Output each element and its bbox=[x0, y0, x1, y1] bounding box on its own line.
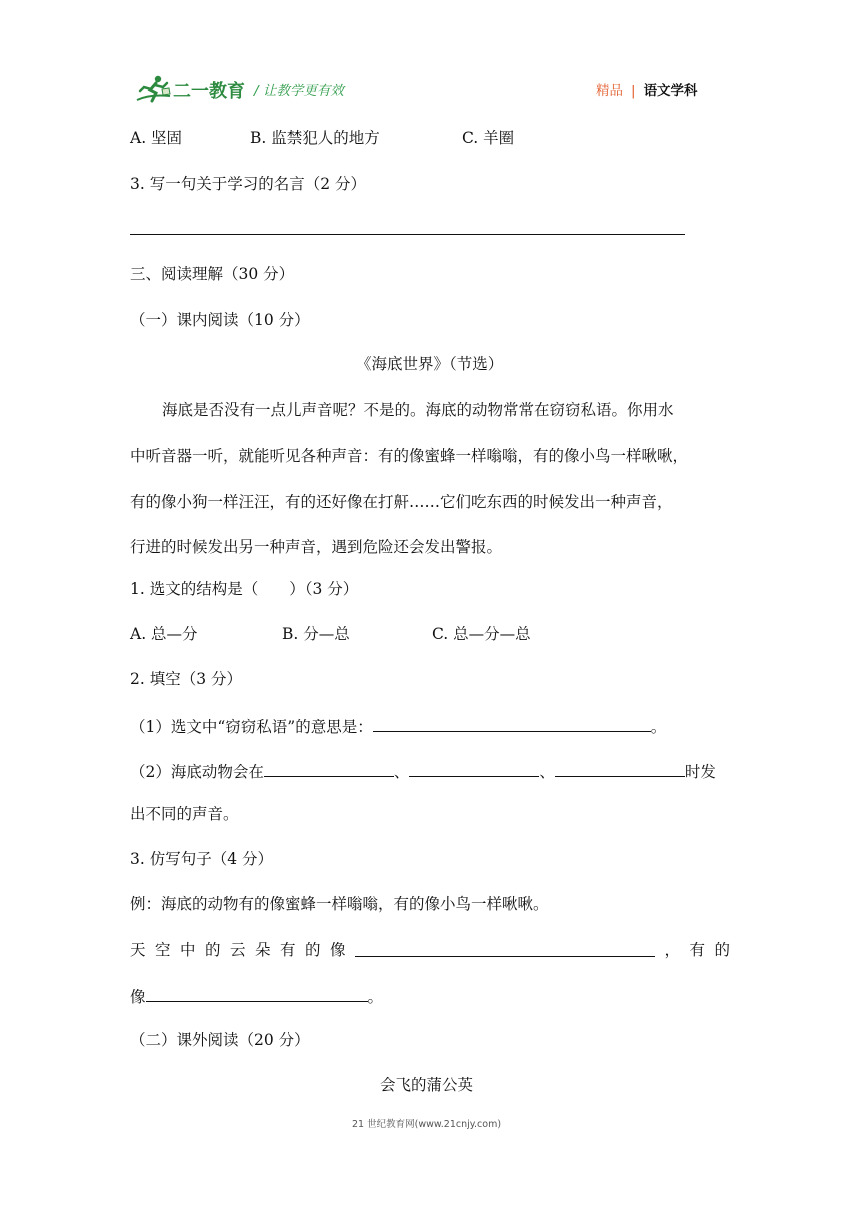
q1-option-a: A. 总—分 bbox=[130, 625, 198, 643]
q2-1-blank[interactable] bbox=[373, 715, 651, 732]
q2-2-row bbox=[130, 760, 716, 782]
passage-title: 《海底世界》（节选） bbox=[356, 355, 504, 373]
q3-char: 的 bbox=[205, 941, 221, 959]
q2-2-sep-1: 、 bbox=[393, 763, 410, 781]
q3-char: 空 bbox=[155, 941, 171, 959]
q3-char: 云 bbox=[230, 941, 246, 959]
option-c: C. 羊圈 bbox=[462, 129, 515, 147]
quality-label: 精品 bbox=[596, 83, 623, 99]
section-title-reading: 三、阅读理解（30 分） bbox=[130, 265, 295, 283]
q3-line-2-prefix: 像 bbox=[130, 988, 146, 1006]
q3-char: 有 bbox=[280, 941, 296, 959]
q3-blank-2[interactable] bbox=[146, 985, 368, 1002]
q3-line-2-end: 。 bbox=[367, 988, 384, 1006]
option-a: A. 坚固 bbox=[130, 129, 183, 147]
q2-2-sep-2: 、 bbox=[539, 763, 555, 781]
q3-char: 有 bbox=[689, 941, 705, 959]
q2-2-end: 时发 bbox=[684, 763, 716, 781]
q2-1-prompt: （1）选文中“窃窃私语”的意思是： bbox=[130, 718, 373, 736]
q2-2-blank-1[interactable] bbox=[264, 760, 394, 777]
q2-2-continuation: 出不同的声音。 bbox=[130, 805, 239, 823]
q3-char: 像 bbox=[330, 941, 346, 959]
passage-line-3: 有的像小狗一样汪汪，有的还好像在打鼾……它们吃东西的时候发出一种声音， bbox=[130, 493, 673, 511]
q1-option-c: C. 总—分—总 bbox=[432, 625, 531, 643]
header-separator: | bbox=[631, 83, 636, 99]
q3-char: 的 bbox=[305, 941, 321, 959]
q3-example: 例：海底的动物有的像蜜蜂一样嗡嗡，有的像小鸟一样啾啾。 bbox=[130, 895, 549, 913]
q2-2-blank-3[interactable] bbox=[555, 760, 685, 777]
q3-blank-1[interactable] bbox=[355, 940, 655, 957]
q1-option-b: B. 分—总 bbox=[282, 625, 350, 643]
q2-2-prompt: （2）海底动物会在 bbox=[130, 763, 264, 781]
question-2: 2. 填空（3 分） bbox=[130, 670, 243, 688]
logo-text: 二一教育 bbox=[173, 81, 245, 102]
q2-2-blank-2[interactable] bbox=[409, 760, 539, 777]
q3-char: ， bbox=[664, 941, 680, 959]
answer-line-motto[interactable] bbox=[130, 234, 685, 235]
runner-logo-icon bbox=[136, 74, 172, 104]
part2-title: 会飞的蒲公英 bbox=[380, 1076, 474, 1094]
question-motto: 3. 写一句关于学习的名言（2 分） bbox=[130, 175, 367, 193]
passage-line-2: 中听音器一听，就能听见各种声音：有的像蜜蜂一样嗡嗡，有的像小鸟一样啾啾， bbox=[130, 447, 689, 465]
q3-char: 中 bbox=[180, 941, 196, 959]
question-1: 1. 选文的结构是（ ）（3 分） bbox=[130, 580, 359, 598]
question-3: 3. 仿写句子（4 分） bbox=[130, 850, 274, 868]
q3-char: 天 bbox=[130, 941, 146, 959]
part1-heading: （一）课内阅读（10 分） bbox=[130, 311, 310, 329]
site-logo bbox=[136, 74, 376, 104]
q3-char: 的 bbox=[714, 941, 730, 959]
passage-line-1: 海底是否没有一点儿声音呢？不是的。海底的动物常常在窃窃私语。你用水 bbox=[162, 401, 674, 419]
q3-line-2 bbox=[130, 985, 383, 1007]
q3-char: 朵 bbox=[255, 941, 271, 959]
q2-1-end: 。 bbox=[650, 718, 667, 736]
slogan: / 让教学更有效 bbox=[254, 83, 344, 99]
passage-line-4: 行进的时候发出另一种声音，遇到危险还会发出警报。 bbox=[130, 538, 503, 556]
q2-1-row bbox=[130, 715, 666, 737]
subject-label: 语文学科 bbox=[643, 83, 698, 99]
footer-source: 21 世纪教育网(www.21cnjy.com) bbox=[352, 1119, 502, 1130]
option-b: B. 监禁犯人的地方 bbox=[250, 129, 380, 147]
part2-heading: （二）课外阅读（20 分） bbox=[130, 1031, 310, 1049]
header-subject bbox=[596, 79, 698, 99]
q3-line-1 bbox=[130, 940, 730, 960]
